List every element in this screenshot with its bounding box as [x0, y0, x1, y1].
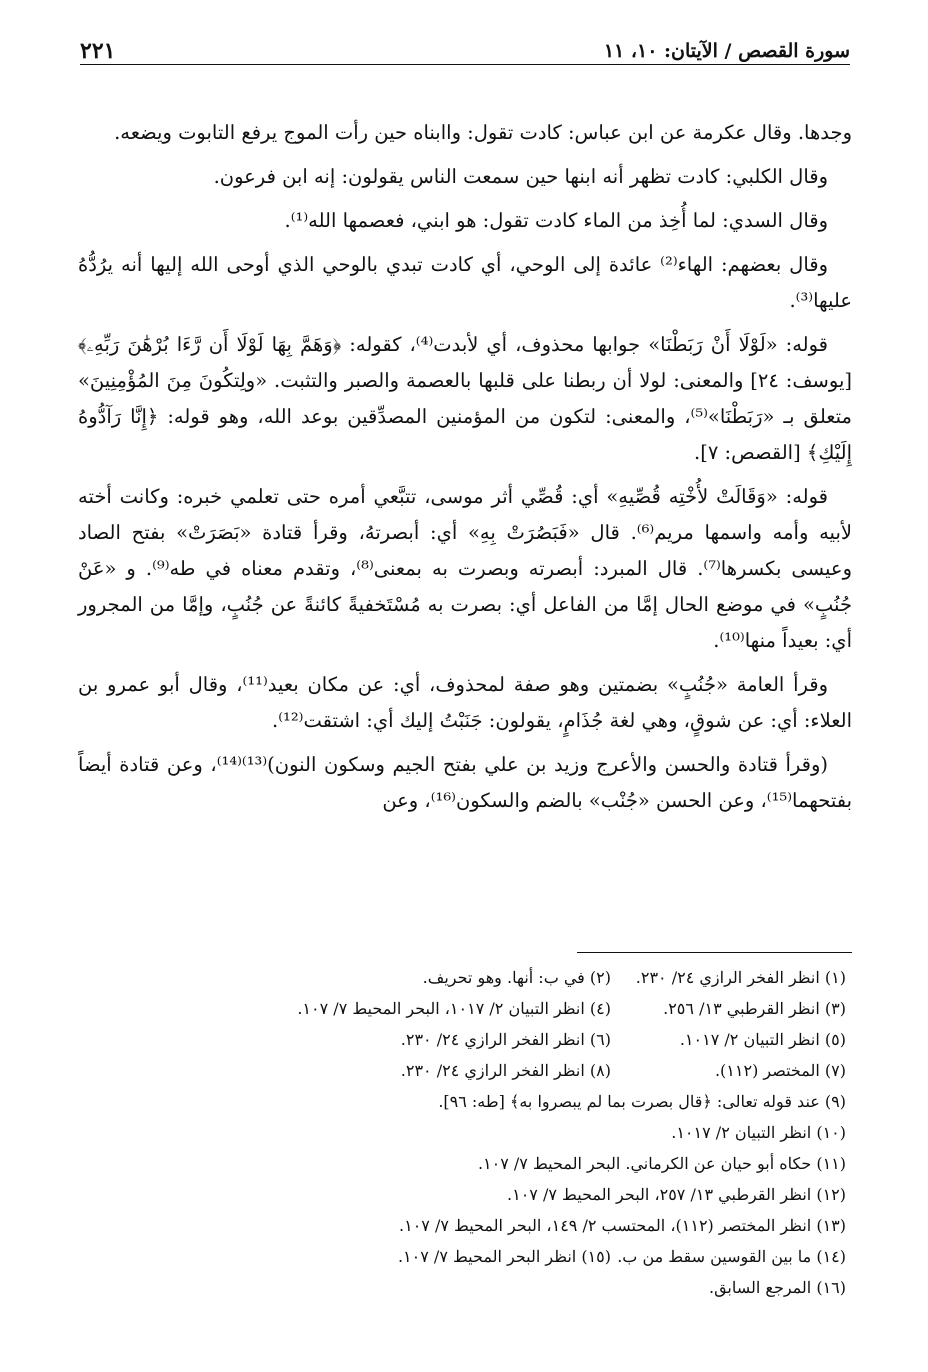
paragraph: (وقرأ قتادة والحسن والأعرج وزيد بن علي بفتح الجيم وسكون النون)⁽¹³⁾⁽¹⁴⁾، وعن قتادة أيضاً بفتحهما⁽¹⁵⁾، وعن الحسن «جُنْب» بالضم والسكون⁽¹⁶⁾، وعن: [78, 753, 852, 812]
footnote-row: [106, 1241, 846, 1272]
footnote-row: [106, 962, 846, 993]
header-title: سورة القصص / الآيتان: ١٠، ١١: [596, 40, 850, 62]
paragraph: قوله: «وَقَالَتْ لأُخْتِه قُصِّيهِ» أي: قُصِّي أثر موسى، تتبَّعي أمره حتى تعلمي خبره: وكانت أخته لأبيه وأمه واسمها مريم⁽⁶⁾. قال «فَبَصُرَتْ بِهِ» أي: أبصرتهُ، وقرأ قتادة «بَصَرَتْ» بفتح الصاد وعيسى بكسرها⁽⁷⁾. قال المبرد: أبصرته وبصرت به بمعنى⁽⁸⁾، وتقدم معناه في طه⁽⁹⁾. و «عَنْ جُنُبٍ» في موضع الحال إمَّا من الفاعل أي: بصرت به مُسْتَخفيةً كائنةً عن جُنُبٍ، وإمَّا من المجرور أي: بعيداً منها⁽¹⁰⁾.: [78, 485, 852, 652]
header-rule: [80, 64, 850, 65]
footnote: (٧) المختصر (١١٢).: [714, 1061, 846, 1080]
paragraph: وجدها. وقال عكرمة عن ابن عباس: كادت تقول: واابناه حين رأت الموج يرفع التابوت ويضعه.: [114, 121, 852, 144]
page-number: ٢٢١: [80, 38, 123, 64]
footnote: (١٠) انظر التبيان ٢/ ١٠١٧.: [671, 1123, 846, 1142]
footnote: (١٤) ما بين القوسين سقط من ب.: [617, 1247, 846, 1266]
paragraph: وقال الكلبي: كادت تظهر أنه ابنها حين سمعت الناس يقولون: إنه ابن فرعون.: [213, 165, 828, 188]
footnote-row: [106, 1055, 846, 1086]
footnote: (٤) انظر التبيان ٢/ ١٠١٧، البحر المحيط ٧/ ١٠٧.: [297, 999, 611, 1018]
footnote-row: [106, 993, 846, 1024]
footnote: (١٣) انظر المختصر (١١٢)، المحتسب ٢/ ١٤٩، البحر المحيط ٧/ ١٠٧.: [399, 1216, 846, 1235]
main-text: [78, 115, 852, 827]
paragraph: وقال بعضهم: الهاء⁽²⁾ عائدة إلى الوحي، أي كادت تبدي بالوحي الذي أوحى الله إليها أنه يرُدُّهُ عليها⁽³⁾.: [78, 253, 852, 312]
footnote: (٩) عند قوله تعالى: ﴿قال بصرت بما لم يبصروا به﴾ [طه: ٩٦].: [438, 1092, 846, 1111]
footnote: (٦) انظر الفخر الرازي ٢٤/ ٢٣٠.: [400, 1030, 611, 1049]
footnote: (٥) انظر التبيان ٢/ ١٠١٧.: [679, 1030, 846, 1049]
footnote-separator: [577, 952, 852, 953]
footnotes: [106, 962, 846, 1303]
footnote: (٨) انظر الفخر الرازي ٢٤/ ٢٣٠.: [400, 1061, 611, 1080]
footnote: (١) انظر الفخر الرازي ٢٤/ ٢٣٠.: [635, 968, 846, 987]
footnote: (١٦) المرجع السابق.: [708, 1278, 846, 1297]
footnote: (١٢) انظر القرطبي ١٣/ ٢٥٧، البحر المحيط ٧/ ١٠٧.: [507, 1185, 846, 1204]
footnote: (٢) في ب: أنها. وهو تحريف.: [422, 968, 611, 987]
running-header: [80, 40, 850, 74]
footnote: (١٥) انظر البحر المحيط ٧/ ١٠٧.: [397, 1247, 611, 1266]
paragraph: وقرأ العامة «جُنُبٍ» بضمتين وهو صفة لمحذوف، أي: عن مكان بعيد⁽¹¹⁾، وقال أبو عمرو بن العلاء: أي: عن شوقٍ، وهي لغة جُذَامٍ، يقولون: جَنَبْتُ إليك أي: اشتقت⁽¹²⁾.: [78, 673, 852, 732]
footnote: (١١) حكاه أبو حيان عن الكرماني. البحر المحيط ٧/ ١٠٧.: [477, 1154, 846, 1173]
paragraph: قوله: «لَوْلَا أَنْ رَبَطْنَا» جوابها محذوف، أي لأبدت⁽⁴⁾، كقوله: ﴿وَهَمَّ بِهَا لَوْلَا أَن رَّءَا بُرْهَٰنَ رَبِّهِۦ﴾ [يوسف: ٢٤] والمعنى: لولا أن ربطنا على قلبها بالعصمة والصبر والتثبت. «ولِتكُونَ مِنَ المُؤْمِنِينَ» متعلق بـ «رَبَطْنَا»⁽⁵⁾، والمعنى: لتكون من المؤمنين المصدِّقين بوعد الله، وهو قوله: ﴿إِنَّا رَآدُّوهُ إِلَيْكِ﴾ [القصص: ٧].: [78, 333, 853, 464]
paragraph: وقال السدي: لما أُخِذ من الماء كادت تقول: هو ابني، فعصمها الله⁽¹⁾.: [284, 209, 828, 232]
footnote: (٣) انظر القرطبي ١٣/ ٢٥٦.: [663, 999, 846, 1018]
footnote-row: [106, 1024, 846, 1055]
